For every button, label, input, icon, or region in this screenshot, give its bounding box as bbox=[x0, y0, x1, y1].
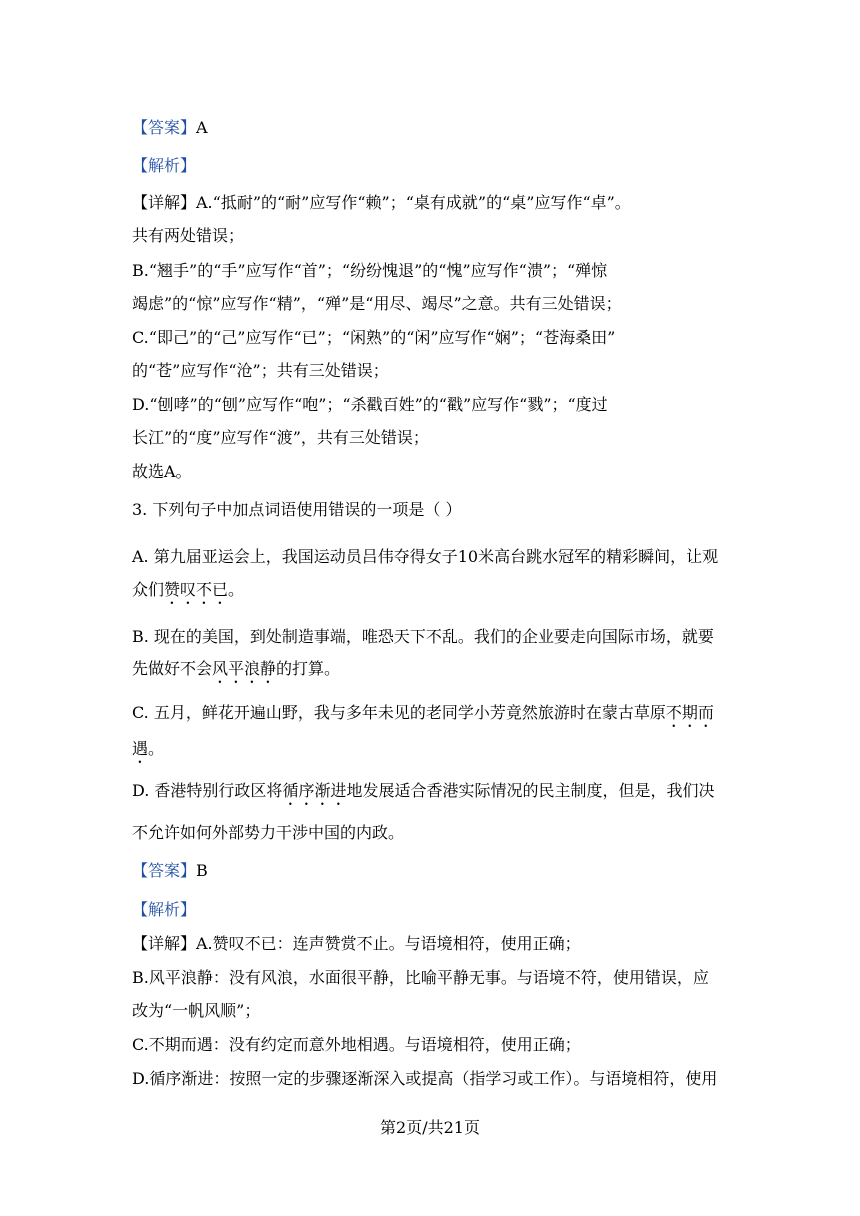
option-text: C. 五月，鲜花开遍山野，我与多年未见的老同学小芳竟然旅游时在蒙古草原 bbox=[132, 703, 666, 722]
answer-label: 【答案】 bbox=[132, 861, 197, 880]
q3-detail-line: 改为“一帆风顺”； bbox=[132, 1001, 261, 1020]
answer-label: 【答案】 bbox=[132, 118, 197, 137]
q3-option-a-line1: A. 第九届亚运会上，我国运动员吕伟夺得女子10米高台跳水冠军的精彩瞬间，让观 bbox=[132, 547, 719, 566]
dotted-phrase: 风平浪静 bbox=[212, 659, 277, 678]
q3-option-c-line2 bbox=[132, 739, 164, 767]
answer-value: A bbox=[196, 118, 208, 137]
q2-detail-line: 竭虑”的“惊”应写作“精”，“殚”是“用尽、竭尽”之意。共有三处错误； bbox=[132, 294, 622, 313]
q3-detail-line: D.循序渐进：按照一定的步骤逐渐深入或提高（指学习或工作）。与语境相符，使用 bbox=[132, 1069, 718, 1088]
q2-detail-line: C.“即己”的“己”应写作“已”；“闲熟”的“闲”应写作“娴”；“苍海桑田” bbox=[132, 328, 616, 347]
q3-detail-line: B.风平浪静：没有风浪，水面很平静，比喻平静无事。与语境不符，使用错误，应 bbox=[132, 968, 709, 987]
q2-detail-line: 【详解】A.“抵耐”的“耐”应写作“赖”；“桌有成就”的“桌”应写作“卓”。 bbox=[132, 193, 631, 212]
q3-answer bbox=[132, 861, 208, 881]
q2-detail-line: 共有两处错误； bbox=[132, 226, 245, 245]
q3-detail-line: C.不期而遇：没有约定而意外地相遇。与语境相符，使用正确； bbox=[132, 1035, 581, 1054]
q3-stem: 3. 下列句子中加点词语使用错误的一项是（ ） bbox=[132, 500, 462, 519]
answer-value: B bbox=[196, 861, 208, 880]
q3-option-c-line1 bbox=[132, 703, 714, 731]
q3-option-d-line1 bbox=[132, 781, 714, 809]
option-text: 。 bbox=[228, 580, 245, 599]
option-text: D. 香港特别行政区将 bbox=[132, 781, 283, 800]
option-text: 。 bbox=[148, 739, 165, 758]
q3-option-d-line2: 不允许如何外部势力干涉中国的内政。 bbox=[132, 823, 405, 842]
q3-option-b-line2 bbox=[132, 659, 340, 687]
q2-detail-line: 的“苍”应写作“沧”；共有三处错误； bbox=[132, 361, 389, 380]
option-text: 众们 bbox=[132, 580, 165, 599]
page-footer: 第2页/共21页 bbox=[380, 1118, 480, 1137]
q2-detail-line: B.“翘手”的“手”应写作“首”；“纷纷愧退”的“愧”应写作“溃”；“殚惊 bbox=[132, 261, 608, 280]
option-text: 的打算。 bbox=[276, 659, 341, 678]
q3-option-a-line2 bbox=[132, 580, 244, 608]
q2-detail-line: 长江”的“度”应写作“渡”，共有三处错误； bbox=[132, 428, 429, 447]
q3-option-b-line1: B. 现在的美国，到处制造事端，唯恐天下不乱。我们的企业要走向国际市场，就要 bbox=[132, 627, 714, 646]
q2-analysis-label: 【解析】 bbox=[132, 156, 197, 175]
dotted-phrase: 赞叹不已 bbox=[164, 580, 229, 599]
dotted-phrase: 循序渐进 bbox=[282, 781, 347, 800]
option-text: 先做好不会 bbox=[132, 659, 213, 678]
option-text: 地发展适合香港实际情况的民主制度，但是，我们决 bbox=[346, 781, 715, 800]
q2-detail-line: 故选A。 bbox=[132, 462, 192, 481]
q2-answer bbox=[132, 118, 208, 138]
q2-detail-line: D.“刨哮”的“刨”应写作“咆”；“杀戳百姓”的“戳”应写作“戮”；“度过 bbox=[132, 395, 608, 414]
q3-analysis-label: 【解析】 bbox=[132, 900, 197, 919]
dotted-phrase: 不期而 bbox=[665, 703, 714, 722]
dotted-phrase: 遇 bbox=[132, 739, 149, 758]
q3-detail-line: 【详解】A.赞叹不已：连声赞赏不止。与语境相符，使用正确； bbox=[132, 934, 581, 953]
